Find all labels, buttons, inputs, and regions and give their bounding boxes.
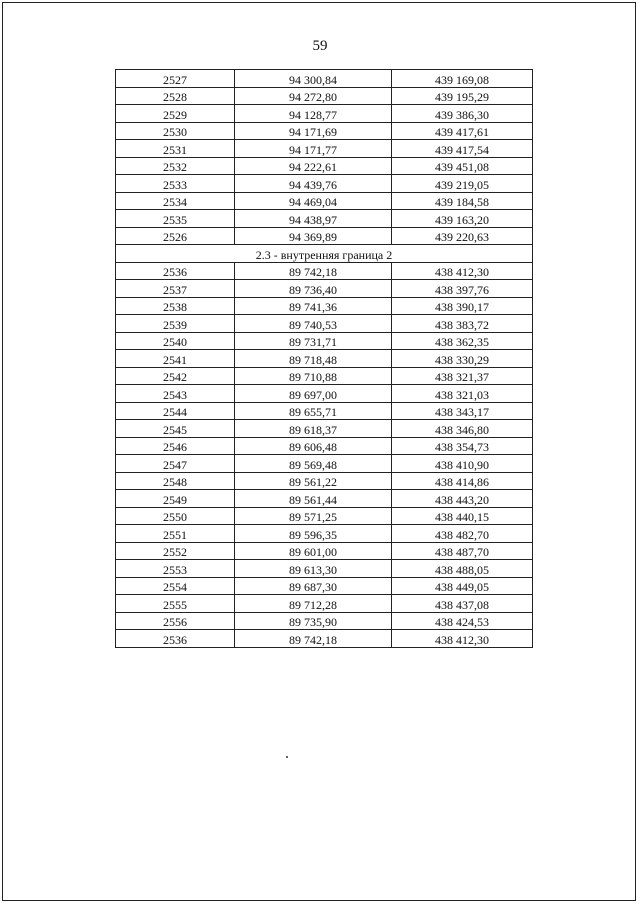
- y-coordinate-cell: 439 220,63: [392, 227, 533, 245]
- x-coordinate-cell: 89 618,37: [235, 420, 392, 438]
- point-number-cell: 2547: [116, 455, 235, 473]
- table-row: [116, 490, 533, 508]
- y-coordinate-cell: 438 354,73: [392, 437, 533, 455]
- point-number-cell: 2531: [116, 140, 235, 158]
- table-row: [116, 315, 533, 333]
- y-coordinate-cell: 438 482,70: [392, 525, 533, 543]
- y-coordinate-cell: 438 443,20: [392, 490, 533, 508]
- point-number-cell: 2528: [116, 87, 235, 105]
- x-coordinate-cell: 89 710,88: [235, 367, 392, 385]
- y-coordinate-cell: 438 397,76: [392, 280, 533, 298]
- point-number-cell: 2532: [116, 157, 235, 175]
- point-number-cell: 2550: [116, 507, 235, 525]
- y-coordinate-cell: 438 343,17: [392, 402, 533, 420]
- table-row: [116, 140, 533, 158]
- y-coordinate-cell: 438 410,90: [392, 455, 533, 473]
- point-number-cell: 2542: [116, 367, 235, 385]
- y-coordinate-cell: 439 184,58: [392, 192, 533, 210]
- y-coordinate-cell: 438 362,35: [392, 332, 533, 350]
- coordinates-table: [115, 69, 533, 648]
- y-coordinate-cell: 438 390,17: [392, 297, 533, 315]
- table-row: [116, 297, 533, 315]
- table-row: [116, 280, 533, 298]
- point-number-cell: 2529: [116, 105, 235, 123]
- table-row: [116, 630, 533, 648]
- table-row: [116, 210, 533, 228]
- point-number-cell: 2534: [116, 192, 235, 210]
- x-coordinate-cell: 89 736,40: [235, 280, 392, 298]
- x-coordinate-cell: 89 655,71: [235, 402, 392, 420]
- scan-speck: [286, 756, 288, 758]
- point-number-cell: 2546: [116, 437, 235, 455]
- x-coordinate-cell: 89 613,30: [235, 560, 392, 578]
- y-coordinate-cell: 438 424,53: [392, 612, 533, 630]
- point-number-cell: 2540: [116, 332, 235, 350]
- point-number-cell: 2541: [116, 350, 235, 368]
- point-number-cell: 2533: [116, 175, 235, 193]
- table-row: [116, 385, 533, 403]
- y-coordinate-cell: 438 449,05: [392, 577, 533, 595]
- x-coordinate-cell: 89 735,90: [235, 612, 392, 630]
- x-coordinate-cell: 89 742,18: [235, 630, 392, 648]
- y-coordinate-cell: 438 330,29: [392, 350, 533, 368]
- x-coordinate-cell: 89 569,48: [235, 455, 392, 473]
- y-coordinate-cell: 439 451,08: [392, 157, 533, 175]
- point-number-cell: 2536: [116, 630, 235, 648]
- y-coordinate-cell: 439 163,20: [392, 210, 533, 228]
- table-row: [116, 192, 533, 210]
- x-coordinate-cell: 94 272,80: [235, 87, 392, 105]
- table-row: [116, 542, 533, 560]
- point-number-cell: 2545: [116, 420, 235, 438]
- section-row: [116, 245, 533, 263]
- table-row: [116, 87, 533, 105]
- point-number-cell: 2551: [116, 525, 235, 543]
- x-coordinate-cell: 94 222,61: [235, 157, 392, 175]
- point-number-cell: 2526: [116, 227, 235, 245]
- page-number: 59: [312, 38, 328, 54]
- table-row: [116, 595, 533, 613]
- table-row: [116, 105, 533, 123]
- x-coordinate-cell: 94 469,04: [235, 192, 392, 210]
- point-number-cell: 2555: [116, 595, 235, 613]
- x-coordinate-cell: 89 697,00: [235, 385, 392, 403]
- point-number-cell: 2554: [116, 577, 235, 595]
- table-row: [116, 122, 533, 140]
- x-coordinate-cell: 94 128,77: [235, 105, 392, 123]
- x-coordinate-cell: 94 439,76: [235, 175, 392, 193]
- x-coordinate-cell: 94 300,84: [235, 70, 392, 88]
- point-number-cell: 2537: [116, 280, 235, 298]
- y-coordinate-cell: 439 417,54: [392, 140, 533, 158]
- point-number-cell: 2530: [116, 122, 235, 140]
- y-coordinate-cell: 438 440,15: [392, 507, 533, 525]
- table-row: [116, 472, 533, 490]
- table-row: [116, 577, 533, 595]
- x-coordinate-cell: 94 171,69: [235, 122, 392, 140]
- x-coordinate-cell: 89 740,53: [235, 315, 392, 333]
- x-coordinate-cell: 89 571,25: [235, 507, 392, 525]
- point-number-cell: 2535: [116, 210, 235, 228]
- point-number-cell: 2552: [116, 542, 235, 560]
- x-coordinate-cell: 94 438,97: [235, 210, 392, 228]
- table-row: [116, 367, 533, 385]
- table-row: [116, 507, 533, 525]
- point-number-cell: 2553: [116, 560, 235, 578]
- y-coordinate-cell: 439 169,08: [392, 70, 533, 88]
- point-number-cell: 2543: [116, 385, 235, 403]
- y-coordinate-cell: 438 383,72: [392, 315, 533, 333]
- x-coordinate-cell: 89 718,48: [235, 350, 392, 368]
- point-number-cell: 2549: [116, 490, 235, 508]
- x-coordinate-cell: 89 741,36: [235, 297, 392, 315]
- x-coordinate-cell: 89 712,28: [235, 595, 392, 613]
- point-number-cell: 2539: [116, 315, 235, 333]
- table-row: [116, 525, 533, 543]
- point-number-cell: 2527: [116, 70, 235, 88]
- table-row: [116, 612, 533, 630]
- y-coordinate-cell: 438 321,37: [392, 367, 533, 385]
- x-coordinate-cell: 89 742,18: [235, 262, 392, 280]
- x-coordinate-cell: 94 369,89: [235, 227, 392, 245]
- section-title: 2.3 - внутренняя граница 2: [116, 245, 533, 263]
- y-coordinate-cell: 438 488,05: [392, 560, 533, 578]
- point-number-cell: 2536: [116, 262, 235, 280]
- y-coordinate-cell: 439 195,29: [392, 87, 533, 105]
- y-coordinate-cell: 438 412,30: [392, 630, 533, 648]
- point-number-cell: 2548: [116, 472, 235, 490]
- x-coordinate-cell: 89 606,48: [235, 437, 392, 455]
- y-coordinate-cell: 438 487,70: [392, 542, 533, 560]
- table-row: [116, 262, 533, 280]
- table-row: [116, 402, 533, 420]
- y-coordinate-cell: 439 219,05: [392, 175, 533, 193]
- point-number-cell: 2556: [116, 612, 235, 630]
- y-coordinate-cell: 439 386,30: [392, 105, 533, 123]
- point-number-cell: 2544: [116, 402, 235, 420]
- table-row: [116, 455, 533, 473]
- y-coordinate-cell: 438 437,08: [392, 595, 533, 613]
- y-coordinate-cell: 438 412,30: [392, 262, 533, 280]
- x-coordinate-cell: 89 601,00: [235, 542, 392, 560]
- x-coordinate-cell: 89 731,71: [235, 332, 392, 350]
- x-coordinate-cell: 89 687,30: [235, 577, 392, 595]
- table-row: [116, 175, 533, 193]
- table-row: [116, 70, 533, 88]
- y-coordinate-cell: 439 417,61: [392, 122, 533, 140]
- table-row: [116, 420, 533, 438]
- table-row: [116, 227, 533, 245]
- x-coordinate-cell: 89 596,35: [235, 525, 392, 543]
- table-row: [116, 437, 533, 455]
- x-coordinate-cell: 94 171,77: [235, 140, 392, 158]
- y-coordinate-cell: 438 346,80: [392, 420, 533, 438]
- point-number-cell: 2538: [116, 297, 235, 315]
- x-coordinate-cell: 89 561,44: [235, 490, 392, 508]
- x-coordinate-cell: 89 561,22: [235, 472, 392, 490]
- table-row: [116, 157, 533, 175]
- table-row: [116, 560, 533, 578]
- y-coordinate-cell: 438 414,86: [392, 472, 533, 490]
- table-row: [116, 350, 533, 368]
- y-coordinate-cell: 438 321,03: [392, 385, 533, 403]
- table-row: [116, 332, 533, 350]
